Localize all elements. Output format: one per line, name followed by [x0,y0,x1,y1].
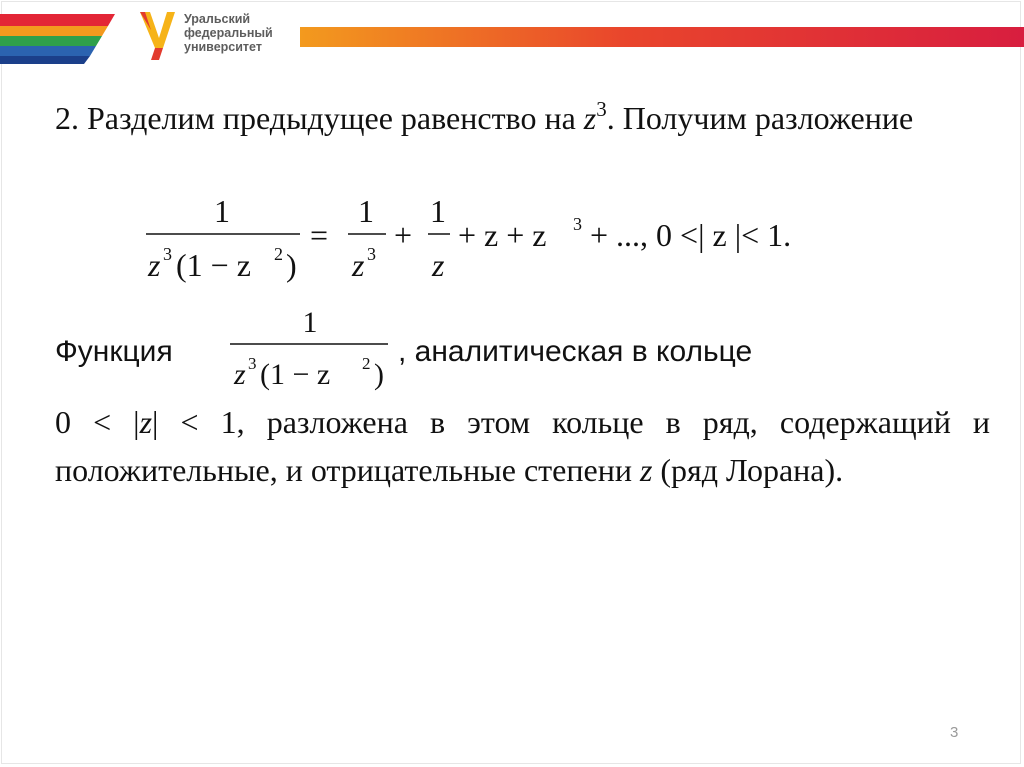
paragraph3-range-end: | < 1 [152,404,237,440]
paragraph1-var-z: z [583,100,597,136]
laurent-expansion-formula [140,186,880,290]
formula1-lhs-den-close: ) [286,247,297,283]
page-number: 3 [950,724,959,741]
paragraph1-exponent: 3 [596,97,607,121]
formula1-lhs-den-z-exponent: 3 [163,244,172,264]
formula1-term2-den-z: z [432,247,445,283]
formula2-den-z-exponent: 3 [248,354,257,373]
formula2-den-z: z [234,358,246,391]
paragraph1-text-after: . Получим разложение [606,100,914,136]
university-name-line-3: университет [184,40,262,54]
formula1-lhs-den-z: z [148,247,161,283]
paragraph3-var-z: z [139,404,153,440]
formula1-equals-sign: = [310,217,329,253]
function-fraction [222,298,402,402]
formula1-tail-end: + ..., 0 <| z |< 1. [590,217,792,253]
formula2-den-paren: (1 − z [260,358,331,391]
formula1-lhs-den-paren: (1 − z [176,247,251,283]
formula1-term2-numerator: 1 [430,193,446,229]
urfu-logo-icon [137,8,177,62]
formula2-numerator: 1 [302,306,318,339]
formula1-tail: + z + z [458,217,547,253]
paragraph3-var-z2: z [639,452,653,488]
formula1-term1-den-exponent: 3 [367,244,376,264]
paragraph3-text-before: , разложена в этом кольце в ряд, содержащий и положительные, и отрицательные степени [55,404,991,488]
formula1-lhs-den-z2-exponent: 2 [274,244,283,264]
slide-header [0,0,1024,72]
university-name-line-2: федеральный [184,26,273,40]
paragraph3-text-after: (ряд Лорана). [652,452,844,488]
paragraph3-range-start: 0 < | [55,404,140,440]
formula2-den-z2-exponent: 2 [362,354,371,373]
function-label: Функция [55,335,173,368]
university-name-line-1: Уральский [184,12,251,26]
formula2-den-close: ) [374,358,384,391]
formula1-plus-sign: + [394,217,413,253]
formula1-term1-den-z: z [352,247,365,283]
formula1-lhs-numerator: 1 [214,193,230,229]
function-description: , аналитическая в кольце [398,335,753,368]
formula1-term1-numerator: 1 [358,193,374,229]
header-color-bar [300,27,1024,47]
formula1-tail-exponent: 3 [573,214,582,234]
color-stripes-decoration [0,14,115,64]
paragraph1-text-before: 2. Разделим предыдущее равенство на [55,100,584,136]
paragraph-laurent-series [55,398,990,494]
paragraph-division-step [55,94,990,142]
university-name [184,12,273,54]
